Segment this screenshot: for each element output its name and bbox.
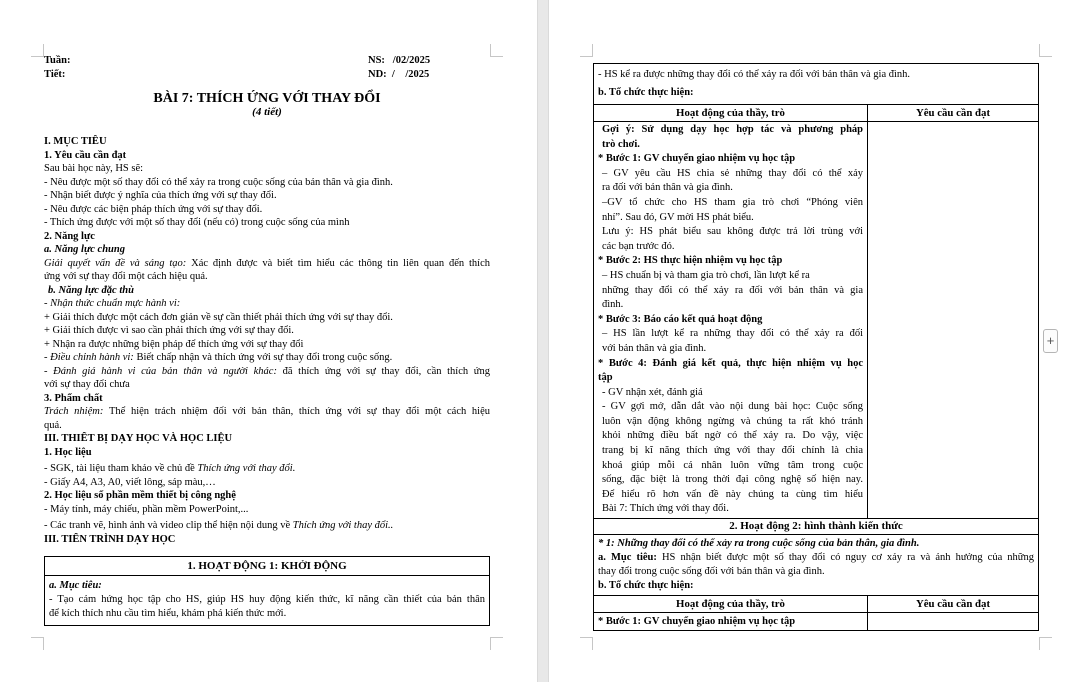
field-period-label[interactable]: Tiết:	[44, 69, 66, 80]
text-line[interactable]: Để hiểu rõ hơn vấn đề này chúng ta cùng tìm hiểu	[602, 488, 863, 500]
text-line[interactable]: 2. Năng lực	[44, 230, 95, 242]
step-cell	[594, 613, 868, 630]
text-line[interactable]: Bài 7: Thích ứng với thay đổi.	[602, 503, 729, 515]
text-line[interactable]: + Giải thích được vì sao cần phải thích ứng với sự thay đổi.	[44, 325, 294, 336]
text-line[interactable]: 3. Phẩm chất	[44, 392, 103, 404]
activity1-box-title[interactable]: 1. HOẠT ĐỘNG 1: KHỞI ĐỘNG	[45, 557, 489, 576]
table-row-body	[594, 121, 1038, 518]
text-line[interactable]: với bản thân và gia đình.	[602, 342, 707, 354]
text-line[interactable]: Giải quyết vấn đề và sáng tạo: Xác định được và biết tìm hiểu các thông tin liên quan đến thích	[44, 257, 490, 269]
table-row-goal	[594, 534, 1038, 595]
crop-mark-bottom-left	[580, 637, 593, 650]
lesson-body-text	[44, 135, 490, 546]
crop-mark-bottom-right	[490, 637, 503, 650]
text-line[interactable]: * Bước 2: HS thực hiện nhiệm vụ học tập	[598, 255, 783, 267]
text-line[interactable]: - Nhận thức chuẩn mực hành vi:	[44, 298, 181, 309]
text-line[interactable]: nhí”. Sau đó, GV mời HS phát biểu.	[602, 211, 754, 223]
intro-cell	[594, 64, 1038, 104]
text-line[interactable]: để kích thích nhu cầu tìm hiểu, khám phá kiến thức mới.	[49, 608, 287, 619]
text-line[interactable]: - Nhận biết được ý nghĩa của thích ứng với sự thay đổi.	[44, 190, 277, 201]
text-line[interactable]: - Thích ứng được với một số thay đổi (nếu có) trong cuộc sống của mình	[44, 217, 350, 228]
text-line[interactable]: III. TIẾN TRÌNH DẠY HỌC	[44, 533, 176, 545]
text-line[interactable]: Lưu ý: HS phát biểu sau không được trả lời trùng với	[602, 226, 863, 238]
field-ns-date[interactable]: NS: /02/2025	[368, 55, 431, 66]
text-line[interactable]: – GV yêu cầu HS chia sẻ những thay đổi có thể xảy	[602, 167, 863, 179]
crop-mark-top-left	[580, 44, 593, 57]
field-week-label[interactable]: Tuần:	[44, 55, 71, 66]
text-line[interactable]: những thay đổi có thể xảy ra đối với bản thân và gia	[602, 284, 863, 296]
text-line[interactable]: - GV nhận xét, đánh giá	[602, 386, 703, 398]
crop-mark-bottom-right	[1039, 637, 1052, 650]
page-separator	[537, 0, 549, 682]
add-page-button[interactable]: +	[1043, 329, 1058, 353]
text-line[interactable]: đình.	[602, 299, 624, 311]
text-line[interactable]: b. Tổ chức thực hiện:	[598, 87, 694, 98]
text-line[interactable]: * Bước 1: GV chuyển giao nhiệm vụ học tập	[598, 153, 796, 165]
text-line[interactable]: thay đổi trong cuộc sống đối với bản thân và gia đình.	[598, 566, 825, 578]
text-line[interactable]: * 1: Những thay đổi có thể xảy ra trong cuộc sống của bản thân, gia đình.	[598, 538, 920, 550]
text-line[interactable]: * Bước 1: GV chuyển giao nhiệm vụ học tập	[598, 616, 796, 628]
section-title[interactable]: 2. Hoạt động 2: hình thành kiến thức	[729, 520, 903, 533]
text-line[interactable]: + Giải thích được một cách đơn giản về sự cần thiết phải thích ứng với sự thay đổi.	[44, 311, 393, 323]
activity-table	[593, 63, 1039, 631]
activity1-box-body	[45, 576, 489, 625]
doc-header-row-2[interactable]	[44, 68, 490, 82]
header-activity-1[interactable]: Hoạt động của thầy, trò	[594, 105, 868, 121]
table-row-step	[594, 612, 1038, 630]
crop-mark-top-right	[490, 44, 503, 57]
text-line[interactable]: - Máy tính, máy chiếu, phần mềm PowerPoint,...	[44, 503, 249, 515]
text-line[interactable]: a. Mục tiêu:	[49, 580, 102, 591]
text-line[interactable]: trò chơi.	[602, 138, 640, 150]
table-row-section	[594, 518, 1038, 534]
activity-cell	[594, 122, 868, 518]
activity1-box	[44, 556, 490, 626]
table-header-row-1	[594, 104, 1038, 121]
text-line[interactable]: 1. Yêu cầu cần đạt	[44, 149, 127, 161]
page-2[interactable]	[549, 0, 1071, 686]
text-line[interactable]: - Nêu được các biện pháp thích ứng với sự thay đổi.	[44, 203, 263, 215]
crop-mark-top-left	[31, 44, 44, 57]
field-nd-date[interactable]: ND: / /2025	[368, 69, 430, 80]
text-line[interactable]: 1. Học liệu	[44, 446, 92, 458]
text-line[interactable]: - Giấy A4, A3, A0, viết lông, sáp màu,…	[44, 476, 216, 488]
text-line[interactable]: * Bước 4: Đánh giá kết quả, thực hiện nhiệm vụ học	[598, 357, 863, 369]
text-line[interactable]: - Điều chỉnh hành vi: Biết chấp nhận và thích ứng với sự thay đổi trong cuộc sống.	[44, 352, 393, 363]
text-line[interactable]: – HS lần lượt kể ra những thay đổi có thể xảy ra đối	[602, 328, 863, 340]
text-line[interactable]: trang bị kĩ năng thích ứng với thay đổi chính là chìa	[602, 445, 863, 457]
text-line[interactable]: với sự thay đổi chưa	[44, 379, 130, 390]
text-line[interactable]: - GV gợi mở, dẫn dắt vào nội dung bài học: Cuộc sống	[602, 401, 863, 413]
table-header-row-2	[594, 595, 1038, 612]
text-line[interactable]: - HS kể ra được những thay đổi có thể xảy ra đối với bản thân và gia đình.	[598, 69, 911, 80]
doc-header-row-1[interactable]	[44, 54, 490, 68]
requirement-cell[interactable]	[868, 122, 1038, 518]
text-line[interactable]: khoá giúp mỗi cá nhân luôn vững tâm trong cuộc	[602, 459, 863, 471]
text-line[interactable]: – HS chuẩn bị và tham gia trò chơi, lần lượt kể ra	[602, 269, 810, 281]
text-line[interactable]: + Nhận ra được những biện pháp để thích ứng với sự thay đổi	[44, 338, 304, 350]
text-line[interactable]: ra đối với bản thân và gia đình.	[602, 182, 733, 194]
requirement-cell-2[interactable]	[868, 613, 1038, 630]
text-line[interactable]: - Nêu được một số thay đổi có thể xảy ra trong cuộc sống của bản thân và gia đình.	[44, 176, 393, 188]
header-requirement-2[interactable]: Yêu cầu cần đạt	[915, 598, 991, 611]
crop-mark-top-right	[1039, 44, 1052, 57]
text-line[interactable]: Trách nhiệm: Thể hiện trách nhiệm đối với bản thân, thích ứng với sự thay đổi một cách hiệu	[44, 406, 490, 417]
text-line[interactable]: a. Mục tiêu: HS nhận biết được một số thay đổi có nguy cơ xảy ra và ảnh hưởng của những	[598, 552, 1034, 564]
lesson-title[interactable]: BÀI 7: THÍCH ỨNG VỚI THAY ĐỔI	[153, 91, 381, 106]
text-line[interactable]: b. Tổ chức thực hiện:	[598, 580, 694, 592]
text-line[interactable]: III. THIẾT BỊ DẠY HỌC VÀ HỌC LIỆU	[44, 433, 233, 444]
text-line[interactable]: I. MỤC TIÊU	[44, 136, 107, 147]
text-line[interactable]: * Bước 3: Báo cáo kết quả hoạt động	[598, 313, 763, 325]
text-line[interactable]: 2. Học liệu số phần mềm thiết bị công nghệ	[44, 490, 236, 501]
text-line[interactable]: Sau bài học này, HS sẽ:	[44, 163, 144, 174]
header-activity-2[interactable]: Hoạt động của thầy, trò	[594, 596, 868, 612]
header-requirement-1[interactable]: Yêu cầu cần đạt	[915, 107, 991, 119]
text-line[interactable]: a. Năng lực chung	[44, 244, 125, 255]
text-line[interactable]: - Tạo cảm hứng học tập cho HS, giúp HS huy động kiến thức, kĩ năng cần thiết của bản thân	[49, 594, 485, 605]
text-line[interactable]: ứng với sự thay đổi một cách hiệu quả.	[44, 271, 208, 282]
text-line[interactable]: quả.	[44, 419, 62, 431]
page-1-content[interactable]	[44, 54, 490, 626]
crop-mark-bottom-left	[31, 637, 44, 650]
lesson-duration[interactable]: (4 tiết)	[252, 106, 282, 118]
text-line[interactable]: luôn vận động không ngừng và chúng ta rất khó tránh	[602, 415, 863, 427]
table-row-intro	[594, 64, 1038, 104]
text-line[interactable]: b. Năng lực đặc thù	[48, 284, 134, 296]
text-line[interactable]: Gợi ý: Sử dụng dạy học hợp tác và phương pháp	[602, 124, 863, 135]
text-line[interactable]: - Đánh giá hành vi của bản thân và người khác: đã thích ứng với sự thay đổi, cần thích ứng	[44, 365, 490, 377]
text-line[interactable]: sống, đặc biệt là trong thời đại công nghệ số hiện nay.	[602, 474, 863, 486]
text-line[interactable]: tập	[598, 372, 613, 384]
goal-cell	[594, 535, 1038, 595]
text-line[interactable]: các bạn trước đó.	[602, 240, 675, 252]
text-line[interactable]: - SGK, tài liệu tham khảo về chủ đề Thích ứng với thay đổi.	[44, 463, 296, 474]
page-2-content[interactable]	[593, 63, 1039, 631]
text-line[interactable]: –GV tổ chức cho HS tham gia trò chơi “Phóng viên	[602, 196, 863, 208]
text-line[interactable]: khỏi những điều bất ngờ có thể xảy ra. Do vậy, việc	[602, 430, 863, 442]
text-line[interactable]: - Các tranh vẽ, hình ảnh và video clip thể hiện nội dung về Thích ứng với thay đổi..	[44, 520, 394, 531]
